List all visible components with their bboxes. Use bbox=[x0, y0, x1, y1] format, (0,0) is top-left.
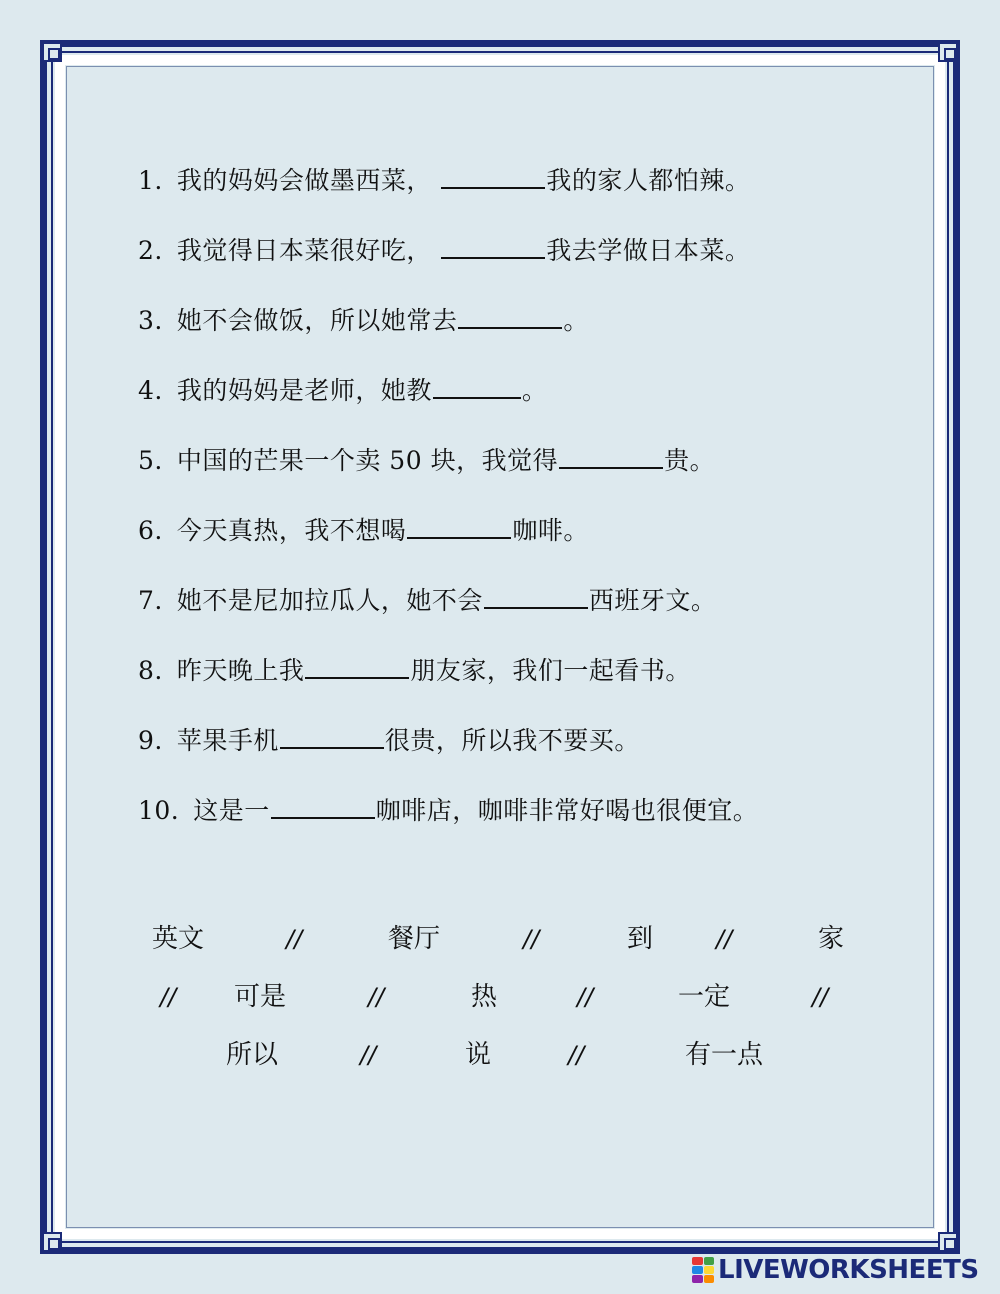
word-bank-word: 说 bbox=[465, 1040, 492, 1070]
logo-mark-icon bbox=[692, 1257, 714, 1283]
question-number: 2. bbox=[138, 236, 163, 265]
question-number: 6. bbox=[138, 516, 163, 545]
question-text-before: 她不是尼加拉瓜人，她不会 bbox=[176, 586, 483, 615]
question-text-after: 咖啡。 bbox=[512, 516, 589, 545]
word-bank-separator: // bbox=[568, 1041, 585, 1069]
question-4 bbox=[138, 376, 547, 406]
corner-ornament-bottom-right bbox=[938, 1232, 958, 1252]
question-text-before: 中国的芒果一个卖 50 块，我觉得 bbox=[176, 446, 559, 475]
word-bank-word: 热 bbox=[471, 982, 498, 1012]
question-text-before: 今天真热，我不想喝 bbox=[176, 516, 407, 545]
answer-blank[interactable] bbox=[458, 307, 562, 329]
question-number: 10. bbox=[138, 796, 180, 825]
word-bank-word: 一定 bbox=[678, 982, 731, 1012]
question-8 bbox=[138, 656, 691, 686]
word-bank-separator: // bbox=[523, 925, 540, 953]
word-bank-separator: // bbox=[716, 925, 733, 953]
word-bank-word: 有一点 bbox=[685, 1040, 764, 1070]
question-3 bbox=[138, 306, 589, 336]
logo-text: LIVEWORKSHEETS bbox=[718, 1255, 979, 1285]
question-number: 5. bbox=[138, 446, 163, 475]
word-bank-separator: // bbox=[368, 983, 385, 1011]
answer-blank[interactable] bbox=[441, 237, 545, 259]
question-text-before: 我的妈妈是老师，她教 bbox=[176, 376, 432, 405]
word-bank-separator: // bbox=[812, 983, 829, 1011]
question-5 bbox=[138, 446, 715, 476]
question-text-after: 西班牙文。 bbox=[588, 586, 717, 615]
question-number: 3. bbox=[138, 306, 163, 335]
question-2 bbox=[138, 236, 750, 266]
question-number: 7. bbox=[138, 586, 163, 615]
word-bank-word: 家 bbox=[818, 924, 845, 954]
word-bank-separator: // bbox=[286, 925, 303, 953]
word-bank-word: 到 bbox=[627, 924, 654, 954]
question-text-before: 这是一 bbox=[193, 796, 270, 825]
question-text-before: 苹果手机 bbox=[176, 726, 279, 755]
question-number: 4. bbox=[138, 376, 163, 405]
question-text-after: 。 bbox=[563, 306, 589, 335]
question-text-after: 。 bbox=[521, 376, 548, 405]
question-text-after: 朋友家，我们一起看书。 bbox=[410, 656, 691, 685]
liveworksheets-logo[interactable] bbox=[692, 1254, 979, 1286]
answer-blank[interactable] bbox=[484, 587, 588, 609]
word-bank-separator: // bbox=[577, 983, 594, 1011]
question-text-before: 昨天晚上我 bbox=[176, 656, 305, 685]
word-bank-separator: // bbox=[160, 983, 177, 1011]
corner-ornament-bottom-left bbox=[42, 1232, 62, 1252]
answer-blank[interactable] bbox=[433, 377, 521, 399]
question-text-after: 贵。 bbox=[664, 446, 716, 475]
question-text-after: 咖啡店，咖啡非常好喝也很便宜。 bbox=[375, 796, 759, 825]
question-1 bbox=[138, 166, 750, 196]
question-number: 8. bbox=[138, 656, 163, 685]
corner-ornament-top-right bbox=[938, 42, 958, 62]
corner-ornament-top-left bbox=[42, 42, 62, 62]
question-number: 1. bbox=[138, 166, 163, 195]
question-text-after: 我去学做日本菜。 bbox=[546, 236, 751, 265]
answer-blank[interactable] bbox=[280, 727, 384, 749]
question-number: 9. bbox=[138, 726, 163, 755]
question-text-before: 我觉得日本菜很好吃， bbox=[176, 236, 441, 265]
word-bank-word: 英文 bbox=[152, 924, 205, 954]
answer-blank[interactable] bbox=[271, 797, 375, 819]
answer-blank[interactable] bbox=[407, 517, 511, 539]
word-bank-word: 餐厅 bbox=[388, 924, 441, 954]
question-text-before: 我的妈妈会做墨西菜， bbox=[176, 166, 441, 195]
word-bank-word: 所以 bbox=[226, 1040, 279, 1070]
word-bank-word: 可是 bbox=[234, 982, 287, 1012]
question-text-after: 很贵，所以我不要买。 bbox=[384, 726, 640, 755]
question-7 bbox=[138, 586, 716, 616]
question-10 bbox=[138, 796, 758, 826]
word-bank-separator: // bbox=[360, 1041, 377, 1069]
answer-blank[interactable] bbox=[305, 657, 409, 679]
answer-blank[interactable] bbox=[559, 447, 663, 469]
answer-blank[interactable] bbox=[441, 167, 545, 189]
question-text-before: 她不会做饭，所以她常去 bbox=[176, 306, 458, 335]
question-9 bbox=[138, 726, 640, 756]
question-text-after: 我的家人都怕辣。 bbox=[546, 166, 751, 195]
question-6 bbox=[138, 516, 589, 546]
